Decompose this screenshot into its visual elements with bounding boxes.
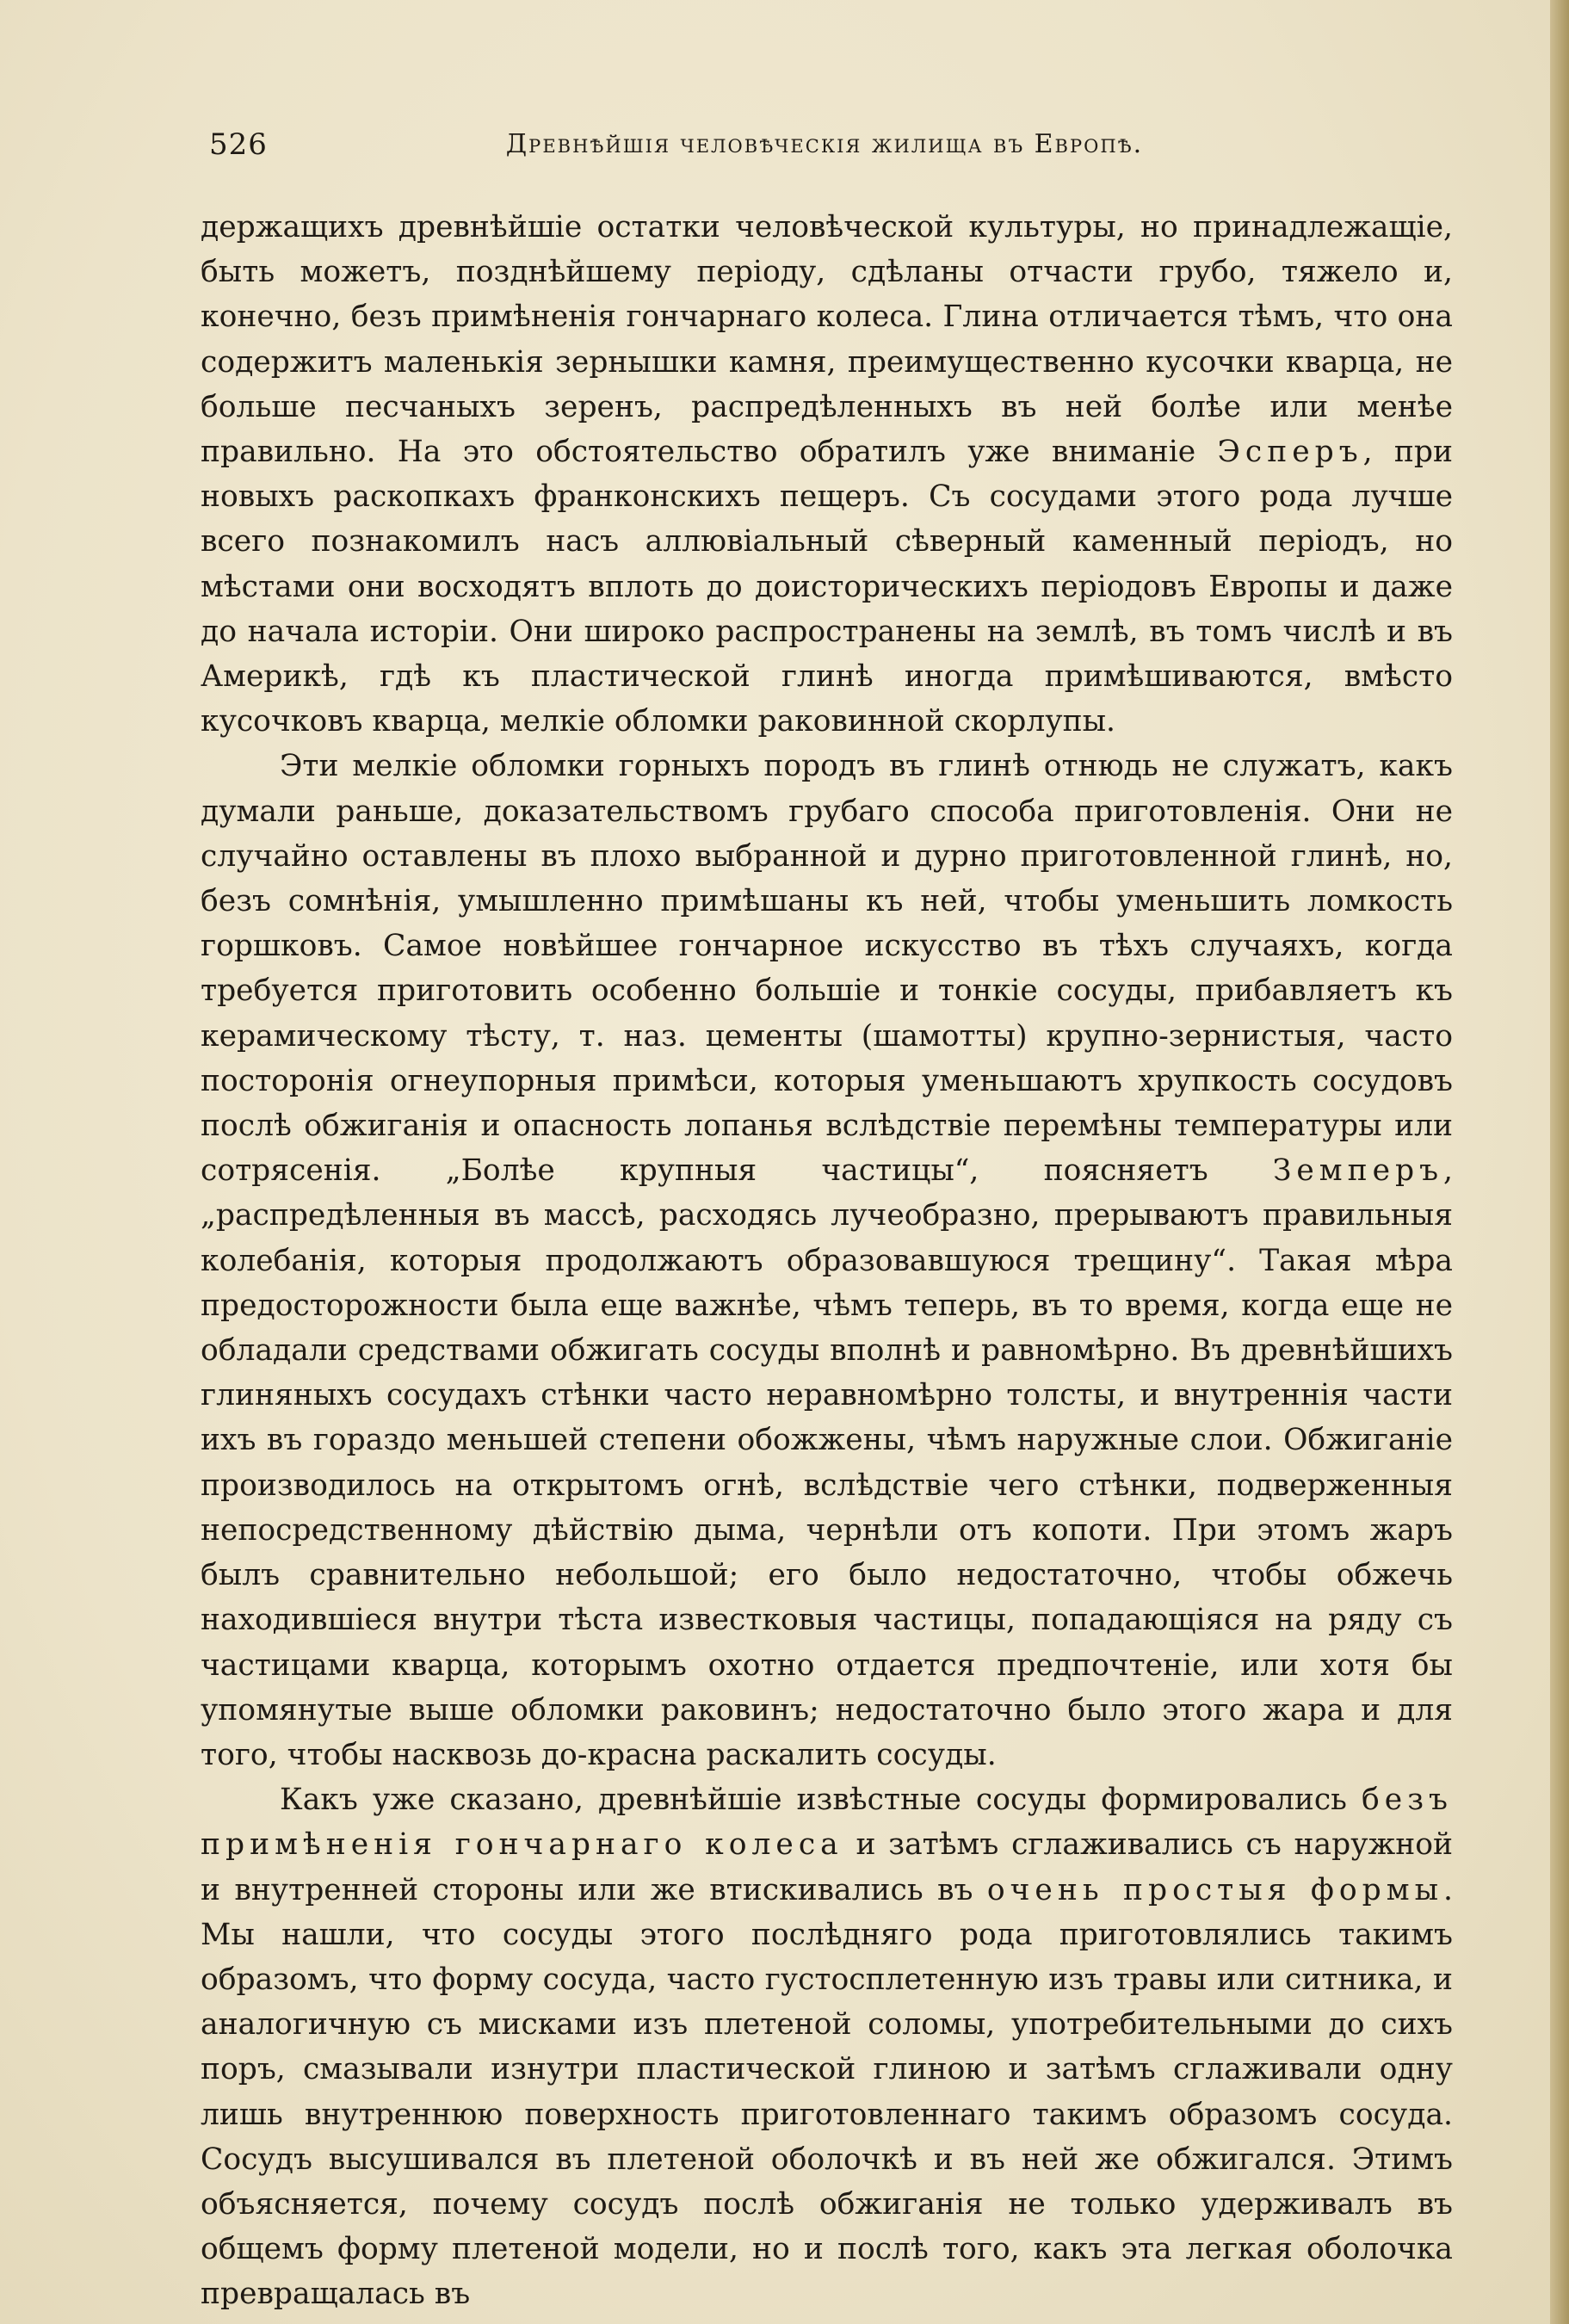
paragraph [201,744,1453,1777]
emphasized-name: Земперъ [1272,1153,1444,1189]
page-edge [1550,0,1569,2324]
body-text [201,205,1453,2317]
paragraph [201,205,1453,744]
emphasized-name: очень простыя формы [986,1872,1444,1907]
text-run: , при новыхъ раскопкахъ франконскихъ пещеръ. Съ сосудами этого рода лучше всего познакомилъ насъ аллювіальный сѣверный каменный періодъ, но мѣстами они восходятъ вплоть до доисторическихъ періодовъ Европы и даже до начала исторіи. Они широко распространены на землѣ, въ томъ числѣ и въ Америкѣ, гдѣ къ пластической глинѣ иногда примѣшиваются, вмѣсто кусочковъ кварца, мелкіе обломки раковинной скорлупы. [201,435,1453,739]
text-run: и затѣмъ сглаживались съ наружной и внутренней стороны или же втискивались въ [201,1827,1453,1907]
emphasized-name: Эсперъ [1217,435,1363,470]
text-run: Какъ уже сказано, древнѣйшіе извѣстные сосуды формировались [280,1783,1362,1818]
paragraph [201,1777,1453,2316]
page-header [201,127,1449,170]
running-title: Древнѣйшія человѣческія жилища въ Европѣ. [505,129,1144,159]
emphasized-name: безъ примѣненія гончарнаго колеса [201,1783,1453,1863]
text-run: Эти мелкіе обломки горныхъ породъ въ глинѣ отнюдь не служатъ, какъ думали раньше, доказательствомъ грубаго способа приготовленія. Они не случайно оставлены въ плохо выбранной и дурно приготовленной глинѣ, но, безъ сомнѣнія, умышленно примѣшаны къ ней, чтобы уменьшить ломкость горшковъ. Самое новѣйшее гончарное искусство въ тѣхъ случаяхъ, когда требуется приготовить особенно большіе и тонкіе сосуды, прибавляетъ къ керамическому тѣсту, т. наз. цементы (шамотты) крупно-зернистыя, часто посторонія огнеупорныя примѣси, которыя уменьшаютъ хрупкость сосудовъ послѣ обжиганія и опасность лопанья вслѣдствіе перемѣны температуры или сотрясенія. „Болѣе крупныя частицы“, поясняетъ [201,749,1453,1189]
page-number: 526 [209,127,268,162]
text-run: . Мы нашли, что сосуды этого послѣдняго рода приготовлялись такимъ образомъ, что форму сосуда, часто густосплетенную изъ травы или ситника, и аналогичную съ мисками изъ плетеной соломы, употребительными до сихъ поръ, смазывали изнутри пластической глиною и затѣмъ сглаживали одну лишь внутреннюю поверхность приготовленнаго такимъ образомъ сосуда. Сосудъ высушивался въ плетеной оболочкѣ и въ ней же обжигался. Этимъ объясняется, почему сосудъ послѣ обжиганія не только удерживалъ въ общемъ форму плетеной модели, но и послѣ того, какъ эта легкая оболочка превращалась въ [201,1872,1454,2312]
text-run: , „распредѣленныя въ массѣ, расходясь лучеобразно, прерываютъ правильныя колебанія, которыя продолжаютъ образовавшуюся трещину“. Такая мѣра предосторожности была еще важнѣе, чѣмъ теперь, въ то время, когда еще не обладали средствами обжигать сосуды вполнѣ и равномѣрно. Въ древнѣйшихъ глиняныхъ сосудахъ стѣнки часто неравномѣрно толсты, и внутреннія части ихъ въ гораздо меньшей степени обожжены, чѣмъ наружные слои. Обжиганіе производилось на открытомъ огнѣ, вслѣдствіе чего стѣнки, подверженныя непосредственному дѣйствію дыма, чернѣли отъ копоти. При этомъ жаръ былъ сравнительно небольшой; его было недостаточно, чтобы обжечь находившіеся внутри тѣста известковыя частицы, попадающіяся на ряду съ частицами кварца, которымъ охотно отдается предпочтеніе, или хотя бы упомянутые выше обломки раковинъ; недостаточно было этого жара и для того, чтобы насквозь до-красна раскалить сосуды. [201,1153,1453,1772]
text-run: держащихъ древнѣйшіе остатки человѣческой культуры, но принадлежащіе, быть можетъ, позднѣйшему періоду, сдѣланы отчасти грубо, тяжело и, конечно, безъ примѣненія гончарнаго колеса. Глина отличается тѣмъ, что она содержитъ маленькія зернышки камня, преимущественно кусочки кварца, не больше песчаныхъ зеренъ, распредѣленныхъ въ ней болѣе или менѣе правильно. На это обстоятельство обратилъ уже вниманіе [201,210,1453,470]
